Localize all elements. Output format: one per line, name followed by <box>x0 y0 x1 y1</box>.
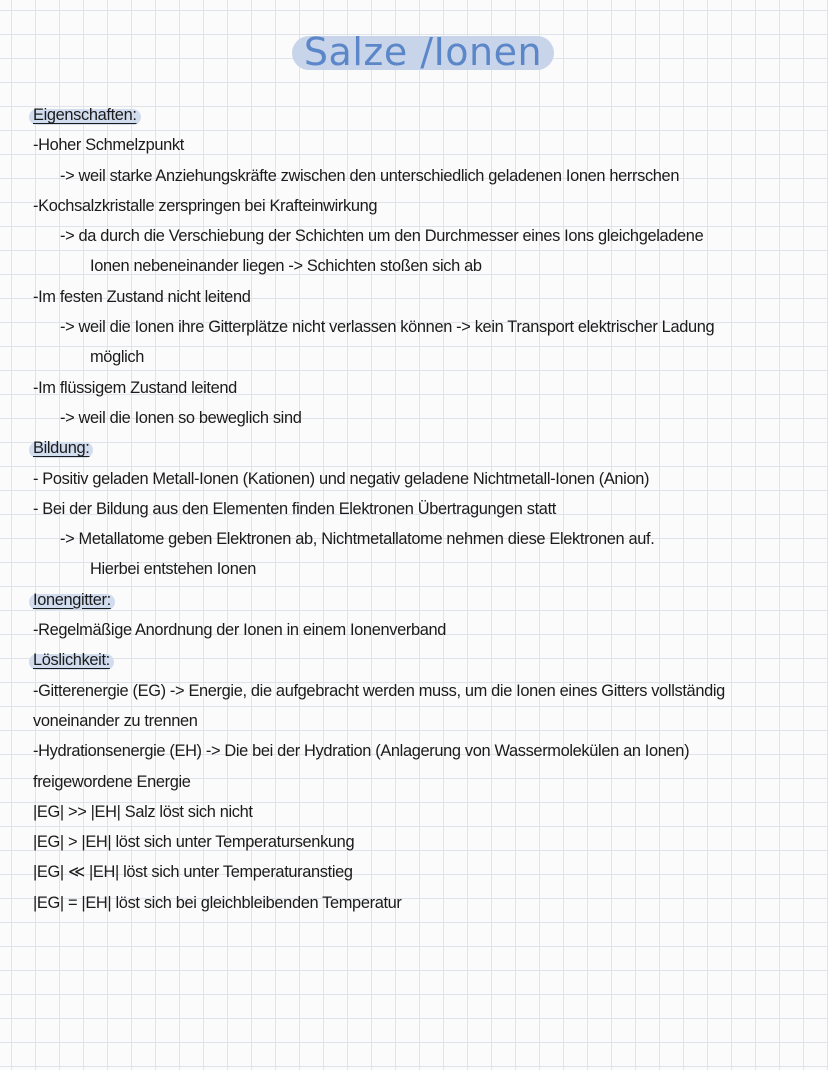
note-subline: möglich <box>90 348 145 367</box>
note-subline: Ionen nebeneinander liegen -> Schichten stoßen sich ab <box>90 257 482 276</box>
note-line: |EG| > |EH| löst sich unter Temperatursenkung <box>33 833 355 852</box>
heading-text: Löslichkeit: <box>33 651 110 670</box>
note-line: voneinander zu trennen <box>33 711 198 730</box>
note-line: - Positiv geladen Metall-Ionen (Kationen) und negativ geladene Nichtmetall-Ionen (Anion) <box>33 469 650 488</box>
section-heading <box>33 100 813 130</box>
note-subline: -> Metallatome geben Elektronen ab, Nichtmetallatome nehmen diese Elektronen auf. <box>60 530 655 549</box>
page-title: Salze /Ionen <box>303 30 543 74</box>
heading-highlight <box>33 100 137 130</box>
note-line: -Kochsalzkristalle zerspringen bei Krafteinwirkung <box>33 196 378 215</box>
section-heading <box>33 585 813 615</box>
note-line: |EG| >> |EH| Salz löst sich nicht <box>33 802 253 821</box>
note-line: -Regelmäßige Anordnung der Ionen in einem Ionenverband <box>33 621 447 640</box>
note-subline: -> weil starke Anziehungskräfte zwischen den unterschiedlich geladenen Ionen herrschen <box>60 166 680 185</box>
note-line: |EG| = |EH| löst sich bei gleichbleibenden Temperatur <box>33 893 402 912</box>
page-title-block <box>292 30 554 74</box>
note-subline: -> da durch die Verschiebung der Schichten um den Durchmesser eines Ions gleichgeladene <box>60 227 704 246</box>
note-line: -Im festen Zustand nicht leitend <box>33 287 251 306</box>
heading-text: Bildung: <box>33 439 90 458</box>
note-line: -Im flüssigem Zustand leitend <box>33 378 237 397</box>
note-line: |EG| ≪ |EH| löst sich unter Temperaturanstieg <box>33 863 353 882</box>
note-line: freigewordene Energie <box>33 772 191 791</box>
note-subline: -> weil die Ionen so beweglich sind <box>60 408 302 427</box>
note-line: -Hoher Schmelzpunkt <box>33 136 184 155</box>
section-heading <box>33 433 813 463</box>
heading-text: Ionengitter: <box>33 590 111 609</box>
heading-highlight <box>33 433 89 463</box>
note-line: -Gitterenergie (EG) -> Energie, die aufgebracht werden muss, um die Ionen eines Gitters vollständig <box>33 681 725 700</box>
section-heading <box>33 645 813 675</box>
note-subline: -> weil die Ionen ihre Gitterplätze nicht verlassen können -> kein Transport elektrischer Ladung <box>60 318 715 337</box>
note-subline: Hierbei entstehen Ionen <box>90 560 256 579</box>
note-line: -Hydrationsenergie (EH) -> Die bei der Hydration (Anlagerung von Wassermolekülen an Ionen) <box>33 742 690 761</box>
notes-body <box>33 100 813 918</box>
note-line: - Bei der Bildung aus den Elementen finden Elektronen Übertragungen statt <box>33 499 556 518</box>
heading-highlight <box>33 645 110 675</box>
heading-text: Eigenschaften: <box>33 106 137 124</box>
heading-highlight <box>33 585 111 615</box>
